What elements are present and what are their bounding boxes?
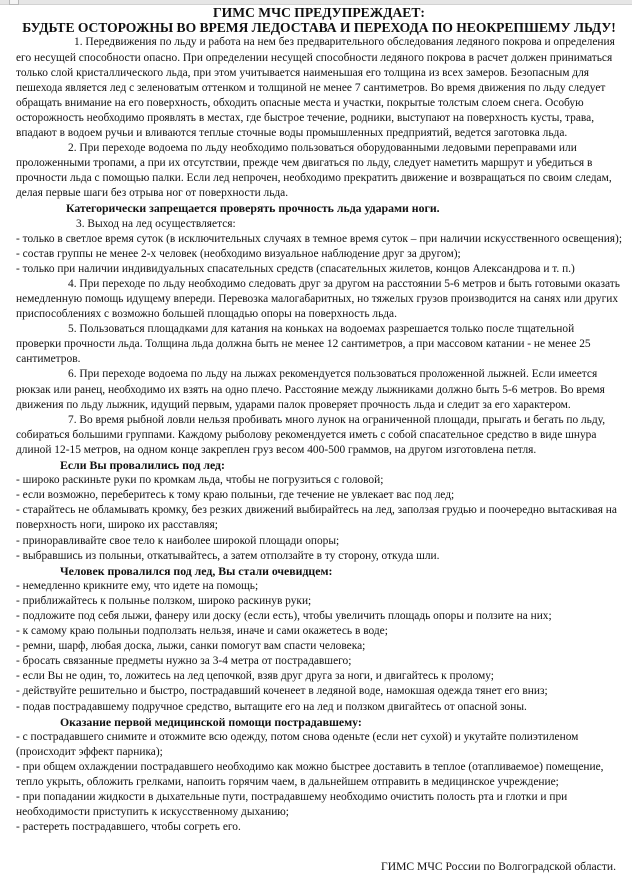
list-item: - широко раскиньте руки по кромкам льда, чтобы не погрузиться с головой; (16, 474, 384, 487)
list-item: - только в светлое время суток (в исключительных случаях в темное время суток – при наличии искусственного освещения); (16, 232, 622, 245)
rule-6: 6. При переходе водоема по льду на лыжах рекомендуется пользоваться проложенной лыжней. Если имеется рюкзак или ранец, необходимо их взять на одно плечо. Расстояние между лыжниками должно быть 5-6 метров. Во время движения по льду лыжник, идущий первым, ударами палок проверяет прочность льда и следит за его характером. (16, 368, 605, 411)
list-item: - растереть пострадавшего, чтобы согреть его. (16, 821, 241, 834)
warning-text: Категорически запрещается проверять прочность льда ударами ноги. (66, 201, 440, 216)
rule-1: 1. Передвижения по льду и работа на нем без предварительного обследования ледяного покрова и определения его несущей способности опасно. При определении несущей способности ледяного покрова в расчет должен приниматься только слой кристаллического льда, при этом учитывается наименьшая его толщина из всех замеров. Безопасным для пешехода является лед с зеленоватым оттенком и толщиной не менее 7 сантиметров. Во время движения по льду следует обращать внимание на его поверхность, обходить опасные места и участки, покрытые толстым слоем снега. Особую осторожность необходимо проявлять в местах, где быстрое течение, родники, выступают на поверхность кусты, трава, впадают в водоем ручьи и вливаются теплые сточные воды промышленных предприятий, ведется заготовка льда. (16, 36, 615, 139)
list-item: - если Вы не один, то, ложитесь на лед цепочкой, взяв друг друга за ноги, и двигайтесь к пролому; (16, 670, 494, 683)
list-item: - приноравливайте свое тело к наиболее широкой площади опоры; (16, 534, 340, 547)
list-item: - если возможно, переберитесь к тому краю полыньи, где течение не увлекает вас под лед; (16, 489, 455, 502)
list-item: - состав группы не менее 2-х человек (необходимо визуальное наблюдение друг за другом); (16, 247, 461, 260)
document-subtitle: БУДЬТЕ ОСТОРОЖНЫ ВО ВРЕМЯ ЛЕДОСТАВА И ПЕРЕХОДА ПО НЕОКРЕПШЕМУ ЛЬДУ! (22, 20, 616, 36)
list-item: - бросать связанные предметы нужно за 3-4 метра от пострадавшего; (16, 655, 352, 668)
rule-5: 5. Пользоваться площадками для катания на коньках на водоемах разрешается только после тщательной проверки прочности льда. Толщина льда должна быть не менее 12 сантиметров, а при массовом катании - не менее 25 сантиметров. (16, 323, 591, 366)
list-item: - при общем охлаждении пострадавшего необходимо как можно быстрее доставить в теплое (отапливаемое) помещение, тепло укрыть, обложить грелками, напоить горячим чаем, в дальнейшем отправить в медицинское учреждение; (16, 760, 604, 788)
list-item: - подложите под себя лыжи, фанеру или доску (если есть), чтобы увеличить площадь опоры и ползите на них; (16, 609, 552, 622)
list-item: - ремни, шарф, любая доска, лыжи, санки помогут вам спасти человека; (16, 640, 366, 653)
section-heading-fell-through: Если Вы провалились под лед: (60, 458, 225, 473)
list-item: - при попадании жидкости в дыхательные пути, пострадавшему необходимо очистить полость рта и глотки и при необходимости приступить к искусственному дыханию; (16, 791, 568, 819)
list-item: - к самому краю полыньи подползать нельзя, иначе и сами окажетесь в воде; (16, 625, 388, 638)
list-item: - только при наличии индивидуальных спасательных средств (спасательных жилетов, концов Александрова и т. п.) (16, 262, 575, 275)
list-item: - подав пострадавшему подручное средство, вытащите его на лед и ползком двигайтесь от опасной зоны. (16, 700, 527, 713)
list-item: - с пострадавшего снимите и отожмите всю одежду, потом снова оденьте (если нет сухой) и укутайте полиэтиленом (происходит эффект парника); (16, 730, 579, 758)
list-item: - приближайтесь к полынье ползком, широко раскинув руки; (16, 594, 312, 607)
signature: ГИМС МЧС России по Волгоградской области. (381, 860, 616, 874)
list-item: - выбравшись из полыньи, откатывайтесь, а затем отползайте в ту сторону, откуда шли. (16, 549, 440, 562)
list-item: - старайтесь не обламывать кромку, без резких движений выбирайтесь на лед, заползая грудью и поочередно вытаскивая на поверхность ноги, широко их расставляя; (16, 504, 617, 532)
rule-2: 2. При переходе водоема по льду необходимо пользоваться оборудованными ледовыми переправами или проложенными тропами, а при их отсутствии, прежде чем двигаться по льду, следует наметить маршрут и убедиться в прочности льда с помощью палки. Если лед непрочен, необходимо прекратить движение и возвращаться по своим следам, делая первые шаги без отрыва ног от поверхности льда. (16, 142, 612, 200)
list-item: - немедленно крикните ему, что идете на помощь; (16, 579, 259, 592)
rule-7: 7. Во время рыбной ловли нельзя пробивать много лунок на ограниченной площади, прыгать и бегать по льду, собираться большими группами. Каждому рыболову рекомендуется иметь с собой спасательное средство в виде шнура длиной 12-15 метров, на одном конце закреплен груз весом 400-500 граммов, на другом изготовлена петля. (16, 413, 606, 456)
section-heading-witness: Человек провалился под лед, Вы стали очевидцем: (60, 563, 333, 578)
section-heading-first-aid: Оказание первой медицинской помощи пострадавшему: (60, 714, 362, 729)
document-title: ГИМС МЧС ПРЕДУПРЕЖДАЕТ: (213, 5, 425, 20)
rule-4: 4. При переходе по льду необходимо следовать друг за другом на расстоянии 5-6 метров и быть готовыми оказать немедленную помощь идущему впереди. Перевозка малогабаритных, но тяжелых грузов производится на санях или других приспособлениях с возможно большей площадью опоры на поверхность льда. (16, 277, 620, 321)
list-item: - действуйте решительно и быстро, пострадавший коченеет в ледяной воде, намокшая одежда тянет его вниз; (16, 685, 548, 698)
rule-3-intro: 3. Выход на лед осуществляется: (76, 217, 236, 230)
document-body (16, 5, 622, 874)
